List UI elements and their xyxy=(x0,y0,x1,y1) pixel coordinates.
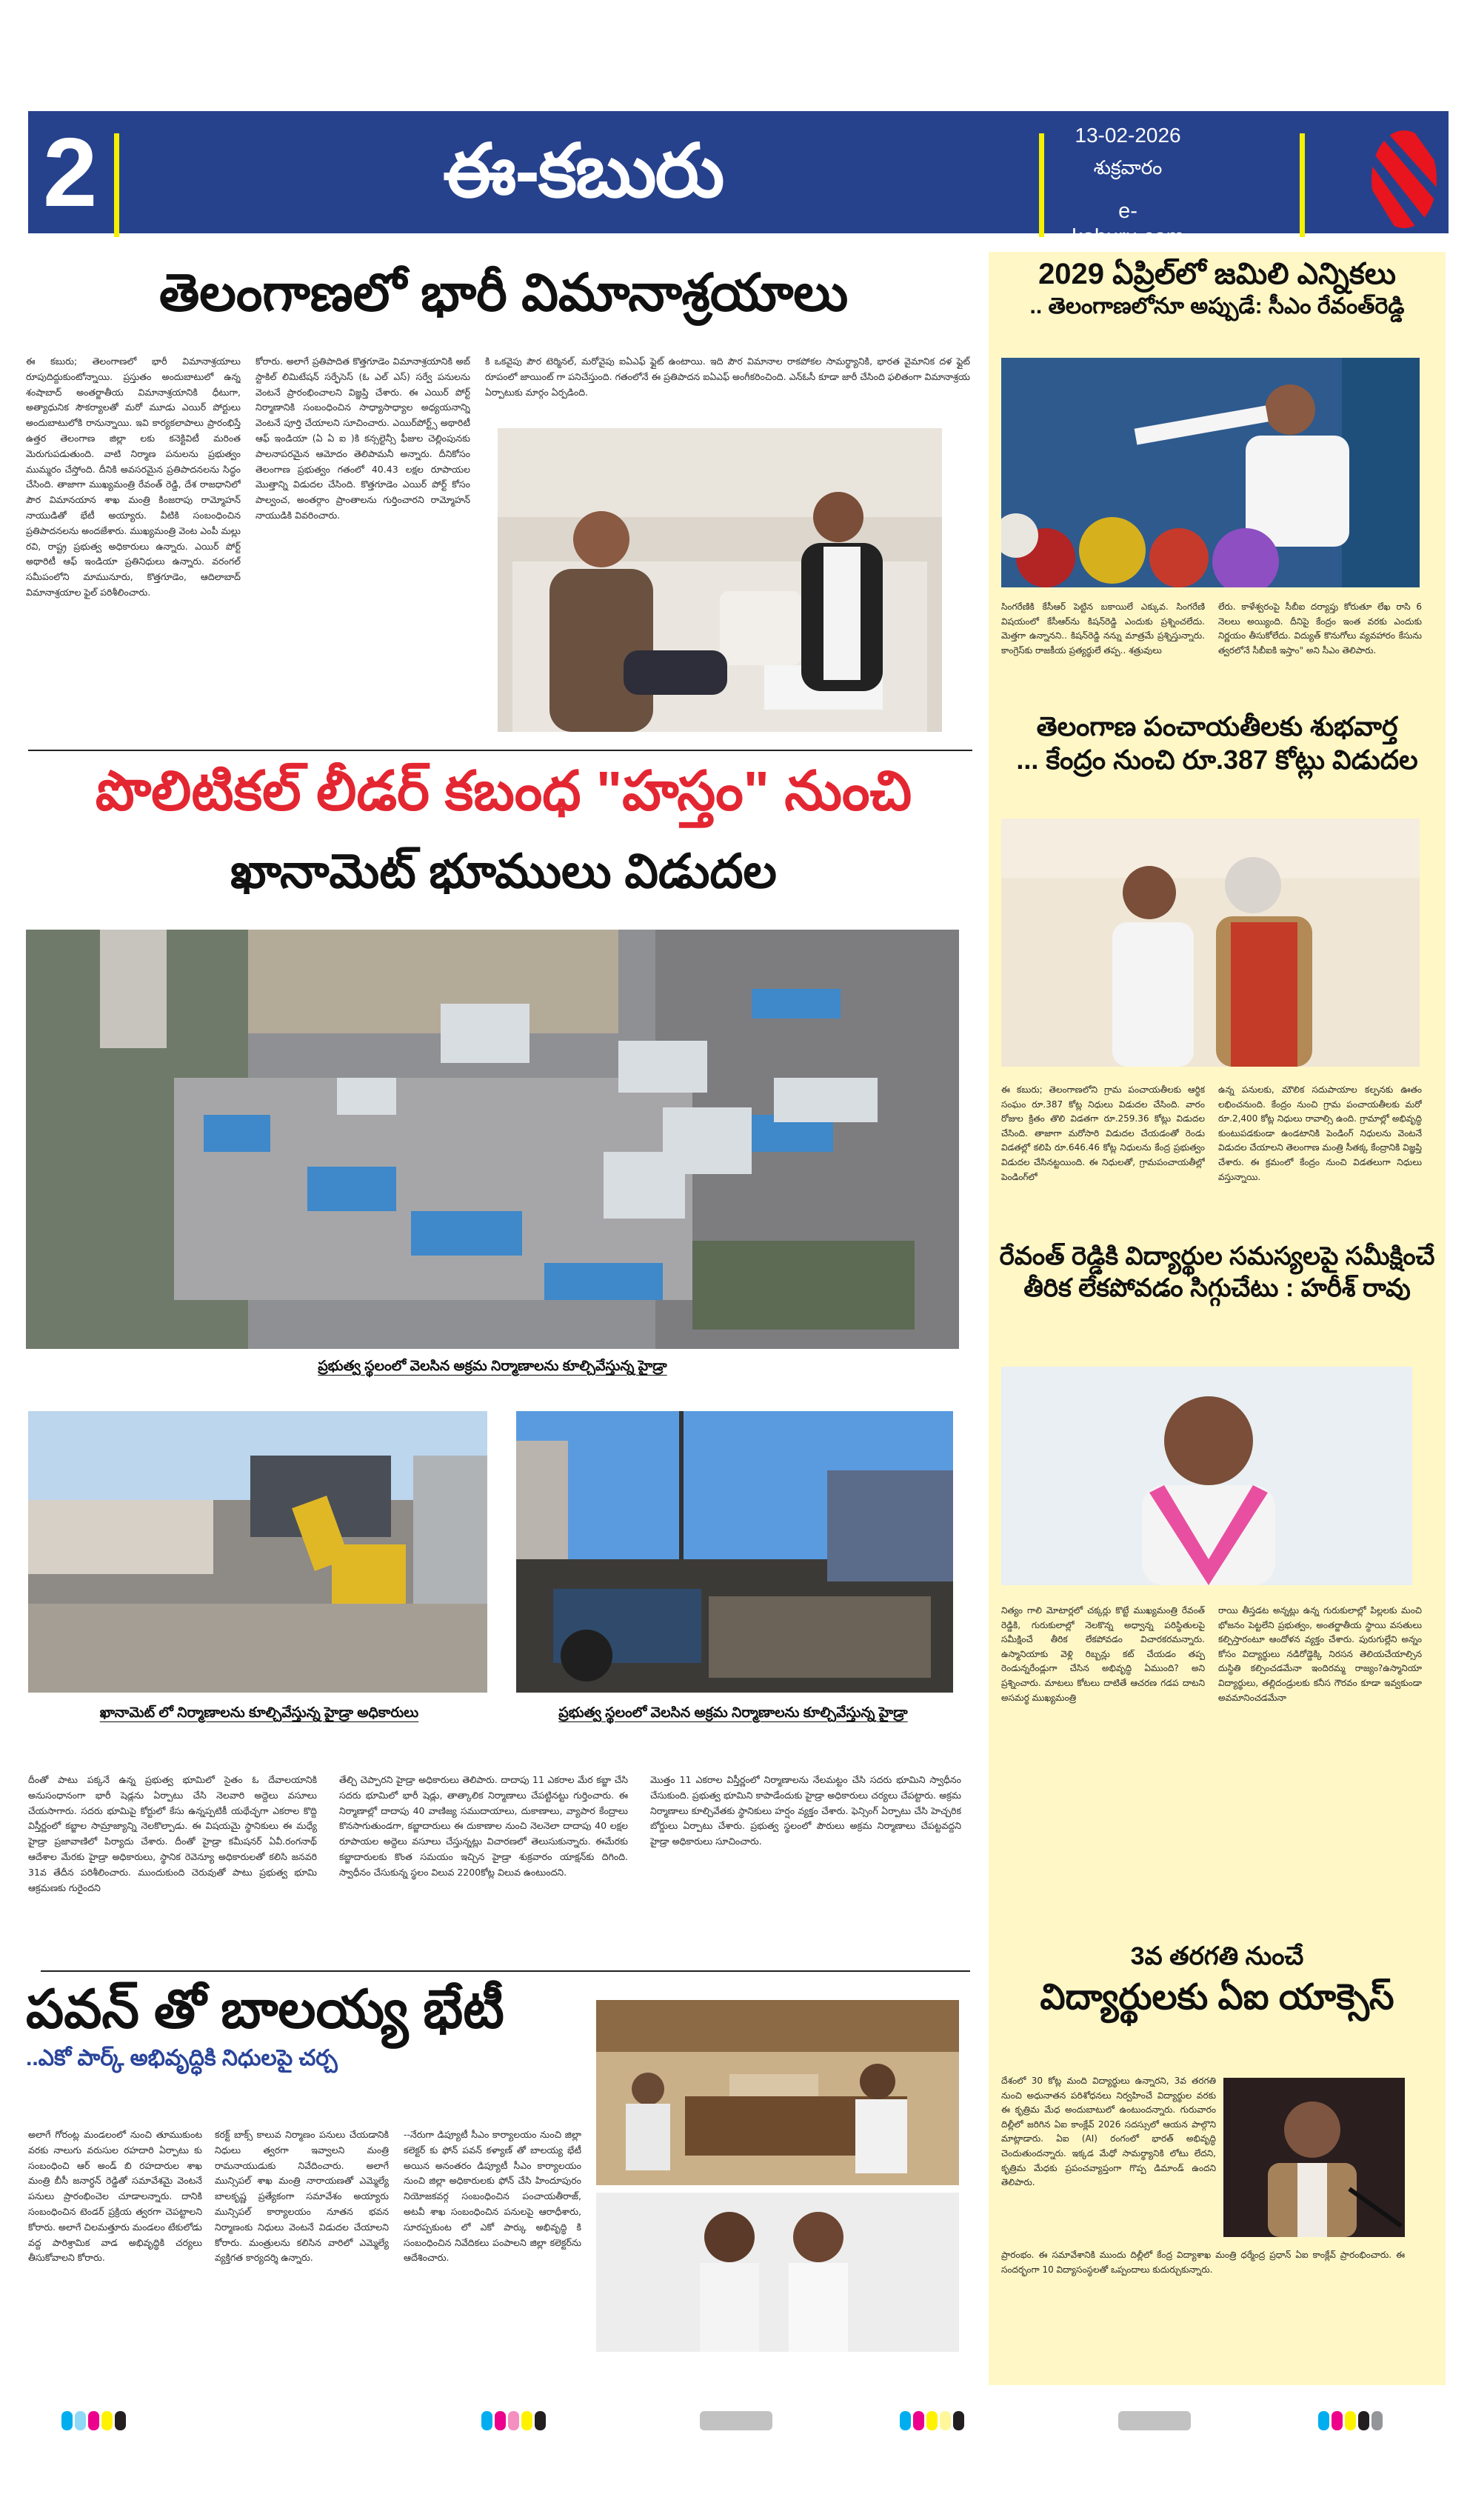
pawan-headline-group xyxy=(26,1979,589,2072)
sidebar-story-column: ఈ కబురు; తెలంగాణలోని గ్రామ పంచాయతీలకు ఆర్థిక సంఘం రూ.387 కోట్ల నిధులు విడుదల చేసింది. వారం రోజుల క్రితం తొలి విడతగా రూ.259.36 కోట్లు విడుదల చేసింది. తాజాగా మరోసారి విడుదల చేయడంతో రెండు విడతల్లో కలిపి రూ.646.46 కోట్ల నిధులను కేంద్ర ప్రభుత్వం విడుదల చేసినట్టయింది. ఈ నిధులతో, గ్రామపంచాయతీల్లో పెండింగ్‌లో xyxy=(1001,1084,1205,1182)
sidebar-story-column: రాయి తీస్తడట అన్నట్లు ఉన్న గురుకులాల్లో పిల్లలకు మంచి భోజనం పెట్టలేని ప్రభుత్వం, అంతర్జాతీయ స్థాయి వసతులు కల్పిస్తారంటూ ఆందోళన వ్యక్తం చేశారు. పురుగుల్లేని అన్నం కోసం విద్యార్థులు నడిరోడ్డెక్కి నిరసన తెలియచేయాల్సిన దుస్థితి కల్పించడమేనా ఇందిరమ్మ రాజ్యం?ఉస్మానియా విద్యార్థులు, తల్లిదండ్రులకు కనీస గౌరవం కూడా ఇవ్వకుండా అవమానించడమేనా xyxy=(1218,1605,1422,1703)
color-chip xyxy=(1318,2411,1329,2430)
section-divider xyxy=(41,1970,970,1972)
hydra-article-column: దీంతో పాటు పక్కనే ఉన్న ప్రభుత్వ భూమిలో సైతం ఓ దేవాలయానికి అనుసంధానంగా భారీ షెడ్లను ఏర్పాటు చేసి నెలవారి అద్దెలు వసూలు చేయసాగారు. సదరు భూమిపై కోర్టులో కేసు ఉన్నప్పటికీ యథేచ్ఛగా ఎకరాల కొద్ది విస్తీర్ణంలో కబ్జాల సామ్రాజ్యాన్ని నెలకొల్పాడు. ఈ విషయమై స్థానికులు ఈ మధ్యే హైడ్రా ప్రజావాణిలో పిర్యాదు చేశారు. దీంతో హైడ్రా కమీషనర్ ఏవీ.రంగనాథ్ ఆదేశాల మేరకు హైడ్రా అధికారులు, స్థానిక రెవెన్యూ అధికారులతో కలిసి జనవరి 31వ తేదీన పరిశీలించారు. ముందుకుంది చెరువుతో పాటు ప్రభుత్వ భూమి ఆక్రమణకు గురైందని xyxy=(28,1774,317,1893)
hydra-headline-red: పొలిటికల్ లీడర్ కబంధ "హస్తం" నుంచి xyxy=(95,760,912,821)
hydra-main-caption: ప్రభుత్వ స్థలంలో వెలసిన అక్రమ నిర్మాణాలను కూల్చివేస్తున్న హైడ్రా xyxy=(318,1359,667,1374)
color-chip xyxy=(900,2411,911,2430)
color-chip xyxy=(101,2411,113,2430)
pawan-article-column: కరక్ట్ బాక్స్ కాలువ నిర్మాణం పనులు చేయడానికి నిధులు త్వరగా ఇవ్వాలని మంత్రి రామనాయుడుకు నివేదించారు. అలాగే మున్సిపల్ శాఖ మంత్రి నారాయణతో ఎమ్మెల్యే బాలకృష్ణ ప్రత్యేకంగా సమావేశం అయ్యారు మున్సిపల్ కార్యాలయం నూతన భవన నిర్మాణంకు నిధులు వెంటనే విడుదల చేయాలని కోరారు. మంత్రులను కలిసిన వారిలో ఎమ్మెల్యే వ్యక్తిగత కార్యదర్శి ఉన్నారు. xyxy=(215,2129,389,2264)
sidebar-story-subheadline: తీరిక లేకపోవడం సిగ్గుచేటు : హరీశ్ రావు xyxy=(1023,1273,1411,1302)
photo-aerial-demolition-site-icon xyxy=(26,930,959,1349)
sidebar-story-column: ప్రారంభం. ఈ సమావేశానికి ముందు దిల్లీలో కేంద్ర విద్యాశాఖ మంత్రి ధర్మేంద్ర ప్రధాన్ ఏఐ కాంక్లేవ్ ప్రారంభించారు. ఈ సందర్భంగా 10 విద్యాసంస్థలతో ఒప్పందాలు కుదుర్చుకున్నారు. xyxy=(1001,2250,1405,2275)
divider xyxy=(1039,133,1044,237)
masthead xyxy=(28,111,1449,249)
lead-article-column: కోరారు. అలాగే ప్రతిపాదిత కొత్తగూడెం విమానాశ్రయానికి అబ్ స్టాకిల్ లిమిటేషన్ సర్ఫేసెస్ (ఓ ఎల్ ఎస్) సర్వే పనులను వెంటనే ప్రారంభించాలని విజ్ఞప్తి చేశారు. ఈ ఎయిర్ పోర్ట్ నిర్మాణానికి సంబంధించిన సాధ్యాసాధ్యాల అధ్యయనాన్ని వెంటనే పూర్తి చేయాలని సూచించారు. ఎయిర్‌పోర్ట్స్ అథారిటీ ఆఫ్ ఇండియా (ఏ ఏ ఐ )కి కన్సల్టెన్సీ ఫీజుల చెల్లింపునకు పాలనాపరమైన ఆమోదం తెలిపామనీ అన్నారు. దీనికోసం తెలంగాణ ప్రభుత్వం గతంలో 40.43 లక్షల రూపాయల మొత్తాన్ని విడుదల చేసింది. కొత్తగూడెం ఎయిర్ పోర్ట్ కోసం పాల్వంచ, అంతర్గాం ప్రాంతాలను గుర్తించారని రామ్మోహన్ నాయుడికి వివరించారు. xyxy=(255,356,470,521)
sidebar-story-heading-group xyxy=(989,710,1446,776)
color-chip xyxy=(940,2411,951,2430)
color-chip xyxy=(1332,2411,1343,2430)
color-chip xyxy=(115,2411,126,2430)
page-number: 2 xyxy=(43,118,98,227)
color-chip xyxy=(535,2411,546,2430)
lead-article-column: ఈ కబురు; తెలంగాణలో భారీ విమానాశ్రయాలు రూపుదిద్దుకుంటోన్నాయి. ప్రస్తుతం అందుబాటులో ఉన్న శంషాబాద్ అంతర్జాతీయ విమానాశ్రయానికి ధీటుగా, అత్యాధునిక సౌకర్యాలతో మరో మూడు ఎయిర్ పోర్టులు అందుబాటులోకి రానున్నాయి. ఇవి కార్యకలాపాలు ప్రారంభిస్తే ఉత్తర తెలంగాణ జిల్లా లకు కనెక్టివిటీ మరింత మెరుగుపడుతుంది. వాటి నిర్మాణ పనులను ప్రభుత్వం ముమ్మరం చేస్తోంది. దీనికి అవసరమైన ప్రతిపాదనలను సిద్ధం చేసింది. తాజాగా ముఖ్యమంత్రి రేవంత్ రెడ్డి, దేశ రాజధానిలో పౌర విమానయాన శాఖ మంత్రి కింజరాపు రామ్మోహన్ నాయుడితో భేటీ అయ్యారు. వీటికి సంబంధించిన ప్రతిపాదనలను అందజేశారు. ముఖ్యమంత్రి వెంట ఎంపీ మల్లు రవి, రాష్ట్ర ప్రభుత్వ అధికారులు ఉన్నారు. ఎయిర్ పోర్ట్ అథారిటీ ఆఫ్ ఇండియా ప్రతినిధులు ఉన్నారు. వరంగల్ సమీపంలోని మామునూరు, కొత్తగూడెం, ఆదిలాబాద్ విమానాశ్రయాల ఫైల్ పరిశీలించారు. xyxy=(26,356,241,598)
color-chip xyxy=(953,2411,964,2430)
hydra-headline-black: ఖానామెట్ భూములు విడుదల xyxy=(230,844,777,898)
divider xyxy=(1300,133,1305,237)
color-chip xyxy=(75,2411,86,2430)
registration-mark xyxy=(61,2411,126,2430)
newspaper-brand: ఈ-కబురు xyxy=(443,130,724,213)
sidebar-story-column: నిత్యం గాలి మోటార్లలో చక్కర్లు కొట్టే ముఖ్యమంత్రి రేవంత్ రెడ్డికి, గురుకులాల్లో నెలకొన్న అధ్వాన్న పరిస్థితులపై సమీక్షించే తీరిక లేకపోవడం విచారకరమన్నారు. ఉస్మానియాకు వెళ్లి రిబ్బన్లు కట్ చేయడం తప్ప రెండున్నరేండ్లుగా చేసిన అభివృద్ధి ఏముంది? అని ప్రశ్నించారు. మాటలు కోటలు దాటితే ఆచరణ గడప దాటని అసమర్థ ముఖ్యమంత్రి xyxy=(1001,1605,1205,1703)
color-chip xyxy=(521,2411,532,2430)
pawan-article-column: అలాగే గోరంట్ల మండలంలో నుంచి తూముకుంట వరకు నాలుగు వరుసుల రహదారి ఏర్పాటు కు సంబంధించి ఆర్ అండ్ బి రహదారుల శాఖ మంత్రి బీసీ జనార్ధన్ రెడ్డితో సమావేశమై వెంటనే పనులు ప్రారంభించెల చూడాలన్నారు. దానికి సంబంధించిన టెండర్ ప్రక్రియ త్వరగా చెపట్టాలని కోరారు. అలాగే చిలమత్తూరు మండలం టేకులోడు వద్ద పారిశ్రామిక వాడ అభివృద్ధికి చర్యలు తీసుకోవాలని కోరారు. xyxy=(28,2129,202,2264)
color-chip xyxy=(1345,2411,1356,2430)
lead-headline: తెలంగాణలో భారీ విమానాశ్రయాలు xyxy=(158,264,849,321)
hydra-article-column: తేల్చి చెప్పారని హైడ్రా అధికారులు తెలిపారు. దాదాపు 11 ఎకరాల మేర కబ్జా చేసి సదరు భూమిలో భారీ షెడ్లు, తాత్కాలిక నిర్మాణాలు చేపట్టినట్టు గుర్తించారు. ఈ నిర్మాణాల్లో దాదాపు 40 వాణిజ్య సముదాయాలు, దుకాణాలు, వ్యాపార కేంద్రాలు కొనసాగుతుండగా, కబ్జాదారులు ఈ దుకాణాల నుంచి నెలనెలా దాదాపు 40 లక్షల రూపాయల అద్దెలు వసూలు చేస్తున్నట్లు విచారణలో తెలుసుకున్నారు. ఈమేరకు కబ్జాదారులకు కొంత సమయం ఇచ్చిన హైడ్రా శుక్రవారం యాక్షన్‌కు దిగింది. స్వాధీనం చేసుకున్న స్థలం విలువ 2200కోట్ల విలువ ఉంటుందని. xyxy=(339,1774,628,1878)
striped-globe-logo-icon xyxy=(1361,127,1443,231)
photo-excavator-demolition-icon xyxy=(28,1411,487,1693)
photo-cm-speaking-podium-icon xyxy=(1001,358,1420,587)
color-chip xyxy=(481,2411,492,2430)
pawan-headline: పవన్ తో బాలయ్య భేటీ xyxy=(26,1980,504,2039)
registration-mark-grey xyxy=(700,2411,772,2430)
color-chip xyxy=(508,2411,519,2430)
color-chip xyxy=(88,2411,99,2430)
sidebar-story-column: దేశంలో 30 కోట్ల మంది విద్యార్థులు ఉన్నారని, 3వ తరగతి నుంచి అధునాతన పరిశోధనలు నిర్వహించే విద్యార్థుల వరకు ఈ కృత్రిమ మేధ అందుబాటులో ఉంటుందన్నారు. గురువారం దిల్లీలో జరిగిన ఏఐ కాంక్లేవ్ 2026 సదస్సులో ఆయన పాల్గొని మాట్లాడారు. ఏఐ (AI) రంగంలో భారత్ అభివృద్ధి చెందుతుందన్నారు. ఇక్కడ మేధో సామర్థ్యానికి లోటు లేదని, కృత్రిమ మేధకు ప్రపంచవ్యాప్తంగా గొప్ప డిమాండ్ ఉందని తెలిపారు. xyxy=(1001,2076,1216,2188)
sidebar-story-column: ఉన్న పనులకు, మౌలిక సదుపాయాల కల్పనకు ఊతం లభించనుంది. కేంద్రం నుంచి గ్రామ పంచాయతీలకు మరో రూ.2,400 కోట్ల నిధులు రావాల్సి ఉంది. గ్రామాల్లో అభివృద్ధి కుంటుపడకుండా ఉండటానికి పెండింగ్ నిధులను వెంటనే విడుదల చేయాలని తెలంగాణ మంత్రి సీతక్క కేంద్రానికి విజ్ఞప్తి చేశారు. ఈ క్రమంలో కేంద్రం నుంచి విడతలుగా నిధులు వస్తున్నాయి. xyxy=(1218,1084,1422,1182)
hydra-right-caption: ప్రభుత్వ స్థలంలో వెలసిన అక్రమ నిర్మాణాలను కూల్చివేస్తున్న హైడ్రా xyxy=(558,1705,908,1721)
registration-mark xyxy=(1318,2411,1383,2430)
hydra-article-column: మొత్తం 11 ఎకరాల విస్తీర్ణంలో నిర్మాణాలను నేలమట్టం చేసి సదరు భూమిని స్వాధీనం చేసుకుంది. ప్రభుత్వ భూమిని కాపాడేందుకు హైడ్రా అధికారులు చర్యలు చేపట్టారు. అక్రమ నిర్మాణాలు కూల్చివేతకు స్థానికులు హర్షం వ్యక్తం చేశారు. ఫెన్సింగ్ ఏర్పాటు చేసి హెచ్చరిక బోర్డులు ఏర్పాటు చేశారు. ప్రభుత్వ స్థలంలో పౌరులు అక్రమ నిర్మాణాలు చేపట్టవద్దని హైడ్రా అధికారులు సూచించారు. xyxy=(650,1774,961,1847)
section-divider xyxy=(28,750,972,751)
sidebar-story-heading-group xyxy=(989,256,1446,321)
color-chip xyxy=(61,2411,73,2430)
registration-mark-grey xyxy=(1118,2411,1191,2430)
sidebar-story-subheadline: విద్యార్థులకు ఏఐ యాక్సెస్ xyxy=(1040,1977,1394,2017)
photo-tractor-debris-icon xyxy=(516,1411,953,1693)
pawan-article-column: --నేరుగా డిప్యూటీ సీఎం కార్యాలయం నుంచి జిల్లా కలెక్టర్ కు ఫోన్ పవన్ కళ్యాణ్ తో బాలయ్య భేటీ అయిన అనంతరం డిప్యూటీ సీఎం కార్యాలయం నుంచి జిల్లా అధికారులకు ఫోన్ చేసి హిందూపురం నియోజకవర్గ సంబంధించిన పంచాయతీరాజ్, అటవీ శాఖ సంబంధించిన పనులపై ఆరాధీశారు, సూరప్పకుంట లో ఎకో పార్కు అభివృద్ధి కి సంబంధించిన నివేదికలు పంపాలని జిల్లా కలెక్టర్‌ను ఆదేశించారు. xyxy=(404,2129,581,2264)
color-chip xyxy=(1358,2411,1369,2430)
registration-mark xyxy=(481,2411,546,2430)
color-chip xyxy=(926,2411,938,2430)
sidebar-story-subheadline: ... కేంద్రం నుంచి రూ.387 కోట్లు విడుదల xyxy=(1016,744,1418,775)
photo-cm-with-pm-icon xyxy=(1001,819,1420,1067)
sidebar-story-headline: రేవంత్ రెడ్డికి విద్యార్థుల సమస్యలపై సమీక్షించే xyxy=(999,1242,1435,1270)
photo-education-minister-icon xyxy=(1223,2078,1405,2237)
sidebar-story-heading-group xyxy=(989,1241,1446,1304)
photo-cm-meeting-minister-icon xyxy=(498,428,942,732)
issue-weekday: శుక్రవారం xyxy=(1093,157,1163,179)
sidebar-story-subheadline: .. తెలంగాణలోనూ అప్పుడే: సీఎం రేవంత్‌రెడ్డి xyxy=(1029,294,1405,319)
hydra-left-caption: ఖానామెట్ లో నిర్మాణాలను కూల్చివేస్తున్న హైడ్రా అధికారులు xyxy=(99,1705,419,1721)
website-url[interactable]: e-kaburu.com xyxy=(1072,199,1184,249)
registration-mark xyxy=(900,2411,964,2430)
divider xyxy=(114,133,119,237)
sidebar-story-headline: 2029 ఏప్రిల్‌లో జమిలి ఎన్నికలు xyxy=(1038,258,1396,290)
lead-article-column: కి ఒకవైపు పౌర టెర్మినల్, మరోవైపు ఐఏఎఫ్ ఫ్లైట్ ఉంటాయి. ఇది పౌర విమానాల రాకపోకల సామర్థ్యానికి, భారత వైమానిక దళ ఫ్లైట్ రూపంలో జాయింట్ గా పనిచేస్తుంది. గతంలోనే ఈ ప్రతిపాదన ఐఏఎఫ్ అంగీకరించింది. ఎన్ఓసీ కూడా జారీ చేసింది ఫలితంగా విమానాశ్రయ ఏర్పాటుకు మార్గం ఏర్పడింది. xyxy=(485,356,970,398)
sidebar-story-headline: 3వ తరగతి నుంచే xyxy=(1130,1942,1304,1970)
photo-meeting-office-icon xyxy=(596,2000,959,2185)
pawan-subheadline: ..ఎకో పార్క్ అభివృద్ధికి నిధులపై చర్చ xyxy=(26,2045,338,2070)
color-chip xyxy=(913,2411,924,2430)
sidebar-story-column: సింగరేణికి కేసీఆర్ పెట్టిన బకాయిలే ఎక్కువ. సింగరేణి విషయంలో కేసీఆర్‌ను కిషన్‌రెడ్డి ఎందుకు ప్రశ్నించలేదు. మెత్తగా ఉన్నానని.. కిషన్‌రెడ్డి నన్ను మాత్రమే ప్రశ్నిస్తున్నారు. కాంగ్రెస్‌కు రాజకీయ ప్రత్యర్థులే తప్ప.. శత్రువులు xyxy=(1001,601,1205,656)
color-chip xyxy=(1372,2411,1383,2430)
photo-harish-rao-icon xyxy=(1001,1367,1412,1585)
sidebar-story-column: లేరు. కాళేశ్వరంపై సీబీఐ దర్యాప్తు కోరుతూ లేఖ రాసి 6 నెలలు అయ్యింది. దీనిపై కేంద్రం ఇంత వరకు ఎందుకు నిర్ణయం తీసుకోలేదు. విద్యుత్ కొనుగోలు వ్యవహారం కేసును త్వరలోనే సీబీఐకి ఇస్తాం" అని సీఎం తెలిపారు. xyxy=(1218,601,1422,656)
color-chip xyxy=(495,2411,506,2430)
sidebar-story-heading-group xyxy=(989,1941,1446,2020)
photo-two-leaders-icon xyxy=(596,2193,959,2352)
sidebar-story-headline: తెలంగాణ పంచాయతీలకు శుభవార్త xyxy=(1036,711,1398,741)
issue-date: 13-02-2026 xyxy=(1075,124,1181,147)
